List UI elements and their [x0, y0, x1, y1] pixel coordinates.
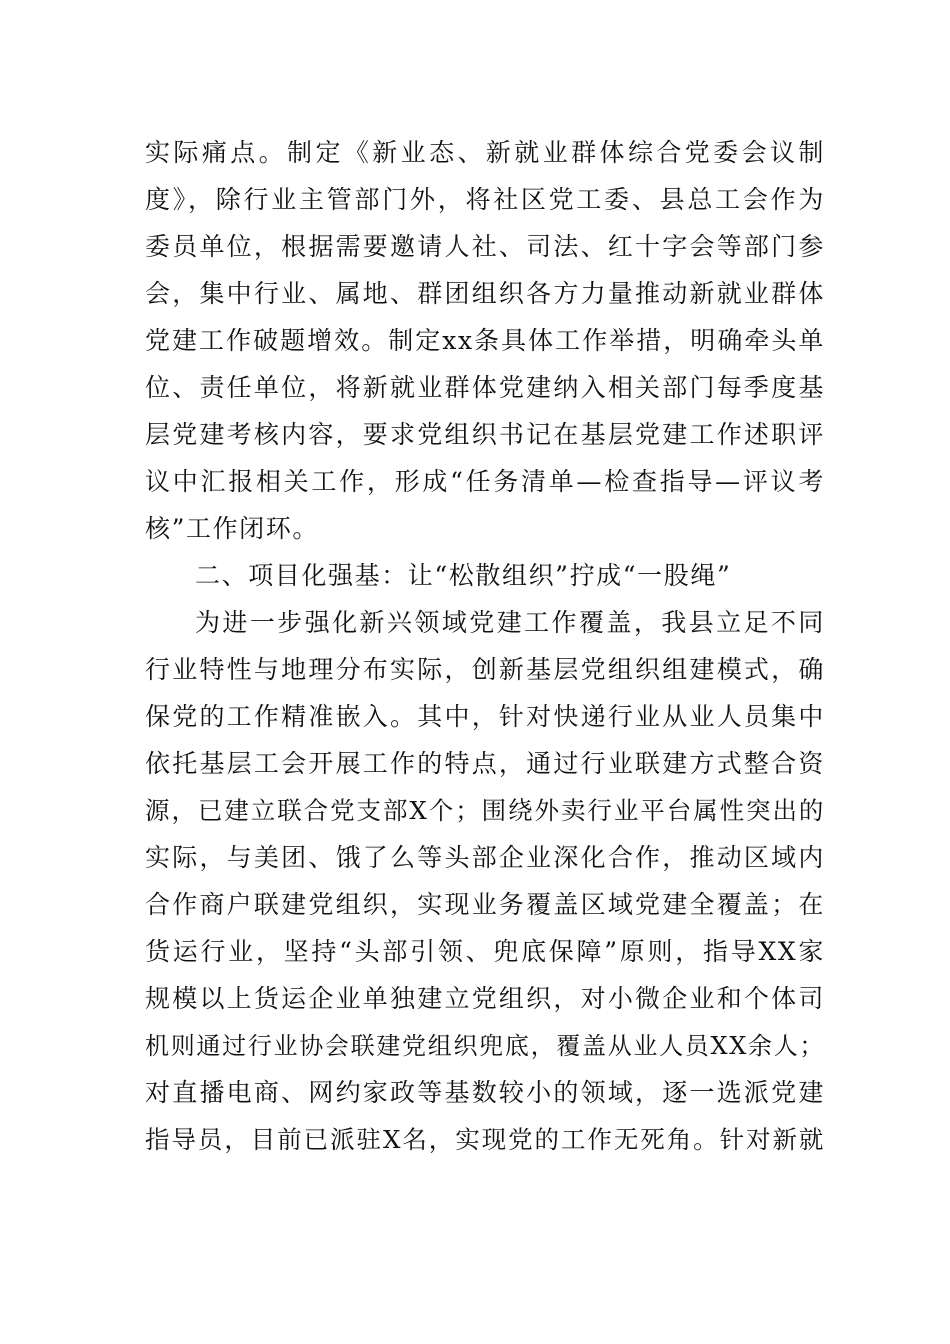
- text-line-1: 实际痛点。制定《新业态、新就业群体综合党委会议制: [145, 138, 825, 167]
- text-line-6: 位、责任单位，将新就业群体党建纳入相关部门每季度基: [145, 373, 825, 402]
- text-line-18: 货运行业，坚持“头部引领、兜底保障”原则，指导XX家: [145, 937, 825, 966]
- text-line-12: 行业特性与地理分布实际，创新基层党组织组建模式，确: [145, 655, 825, 684]
- text-line-21: 对直播电商、网约家政等基数较小的领域，逐一选派党建: [145, 1078, 825, 1107]
- section-heading: 二、项目化强基：让“松散组织”拧成“一股绳”: [195, 561, 732, 590]
- text-line-8: 议中汇报相关工作，形成“任务清单—检查指导—评议考: [145, 467, 825, 496]
- text-line-13: 保党的工作精准嵌入。其中，针对快递行业从业人员集中: [145, 702, 825, 731]
- text-line-5: 党建工作破题增效。制定xx条具体工作举措，明确牵头单: [145, 326, 825, 355]
- text-line-4: 会，集中行业、属地、群团组织各方力量推动新就业群体: [145, 279, 825, 308]
- text-line-11: 为进一步强化新兴领域党建工作覆盖，我县立足不同: [195, 608, 825, 637]
- text-line-7: 层党建考核内容，要求党组织书记在基层党建工作述职评: [145, 420, 825, 449]
- text-line-2: 度》，除行业主管部门外，将社区党工委、县总工会作为: [145, 185, 825, 214]
- text-line-19: 规模以上货运企业单独建立党组织，对小微企业和个体司: [145, 984, 825, 1013]
- text-line-15: 源，已建立联合党支部X个；围绕外卖行业平台属性突出的: [145, 796, 825, 825]
- text-line-3: 委员单位，根据需要邀请人社、司法、红十字会等部门参: [145, 232, 825, 261]
- text-line-14: 依托基层工会开展工作的特点，通过行业联建方式整合资: [145, 749, 825, 778]
- text-line-20: 机则通过行业协会联建党组织兜底，覆盖从业人员XX余人；: [145, 1032, 825, 1060]
- text-line-9: 核”工作闭环。: [145, 514, 319, 543]
- text-line-22: 指导员，目前已派驻X名，实现党的工作无死角。针对新就: [145, 1125, 825, 1154]
- text-line-17: 合作商户联建党组织，实现业务覆盖区域党建全覆盖；在: [145, 890, 825, 919]
- text-line-16: 实际，与美团、饿了么等头部企业深化合作，推动区域内: [145, 843, 825, 872]
